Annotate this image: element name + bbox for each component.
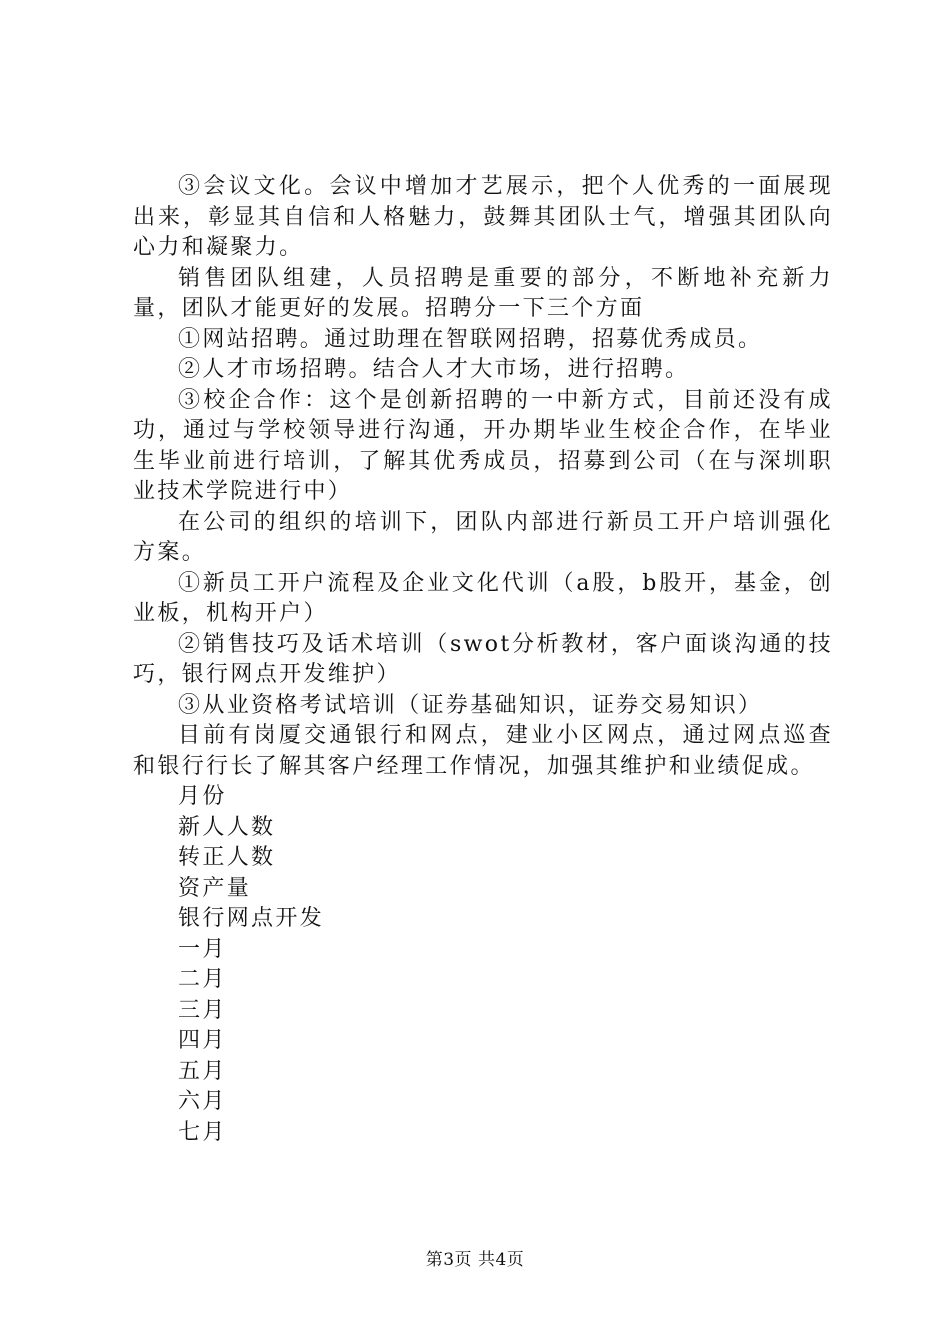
list-item: 四月	[178, 1028, 227, 1053]
document-body	[133, 172, 833, 1148]
list-item: 转正人数	[178, 845, 276, 870]
paragraph-team-building: 销售团队组建，人员招聘是重要的部分，不断地补充新力量，团队才能更好的发展。招聘分一下三个方面	[133, 265, 833, 321]
paragraph-talent-market: ②人才市场招聘。结合人才大市场，进行招聘。	[178, 357, 690, 382]
paragraph-sales-training: ②销售技巧及话术培训（swot分析教材，客户面谈沟通的技巧，银行网点开发维护）	[133, 631, 833, 687]
page-number: 第3页	[425, 1250, 473, 1270]
list-item: 一月	[178, 936, 227, 962]
page-total: 共4页	[477, 1250, 525, 1270]
list-item: 银行网点开发	[178, 906, 325, 931]
list-item: 五月	[178, 1058, 227, 1084]
paragraph-training-plan: 在公司的组织的培训下，团队内部进行新员工开户培训强化方案。	[133, 509, 833, 565]
list-item: 三月	[178, 997, 227, 1023]
table-item-list	[133, 782, 833, 1148]
list-item: 二月	[178, 967, 227, 992]
paragraph-bank-outlets: 目前有岗厦交通银行和网点，建业小区网点，通过网点巡查和银行行长了解其客户经理工作情况，加强其维护和业绩促成。	[133, 723, 833, 779]
paragraph-meeting-culture: ③会议文化。会议中增加才艺展示，把个人优秀的一面展现出来，彰显其自信和人格魅力，鼓舞其团队士气，增强其团队向心力和凝聚力。	[133, 174, 833, 260]
list-item: 六月	[178, 1089, 227, 1114]
paragraph-exam-training: ③从业资格考试培训（证券基础知识，证券交易知识）	[178, 692, 763, 718]
page-footer	[0, 1245, 950, 1270]
list-item: 七月	[178, 1119, 227, 1145]
list-item: 月份	[178, 784, 227, 809]
list-item: 资产量	[178, 875, 252, 901]
paragraph-account-training: ①新员工开户流程及企业文化代训（a股，b股开，基金，创业板，机构开户）	[133, 570, 833, 626]
list-item: 新人人数	[178, 814, 276, 840]
paragraph-school-cooperation: ③校企合作：这个是创新招聘的一中新方式，目前还没有成功，通过与学校领导进行沟通，开办期毕业生校企合作，在毕业生毕业前进行培训，了解其优秀成员，招募到公司（在与深圳职业技术学院进行中）	[133, 387, 833, 504]
paragraph-website-recruiting: ①网站招聘。通过助理在智联网招聘，招募优秀成员。	[178, 326, 763, 352]
